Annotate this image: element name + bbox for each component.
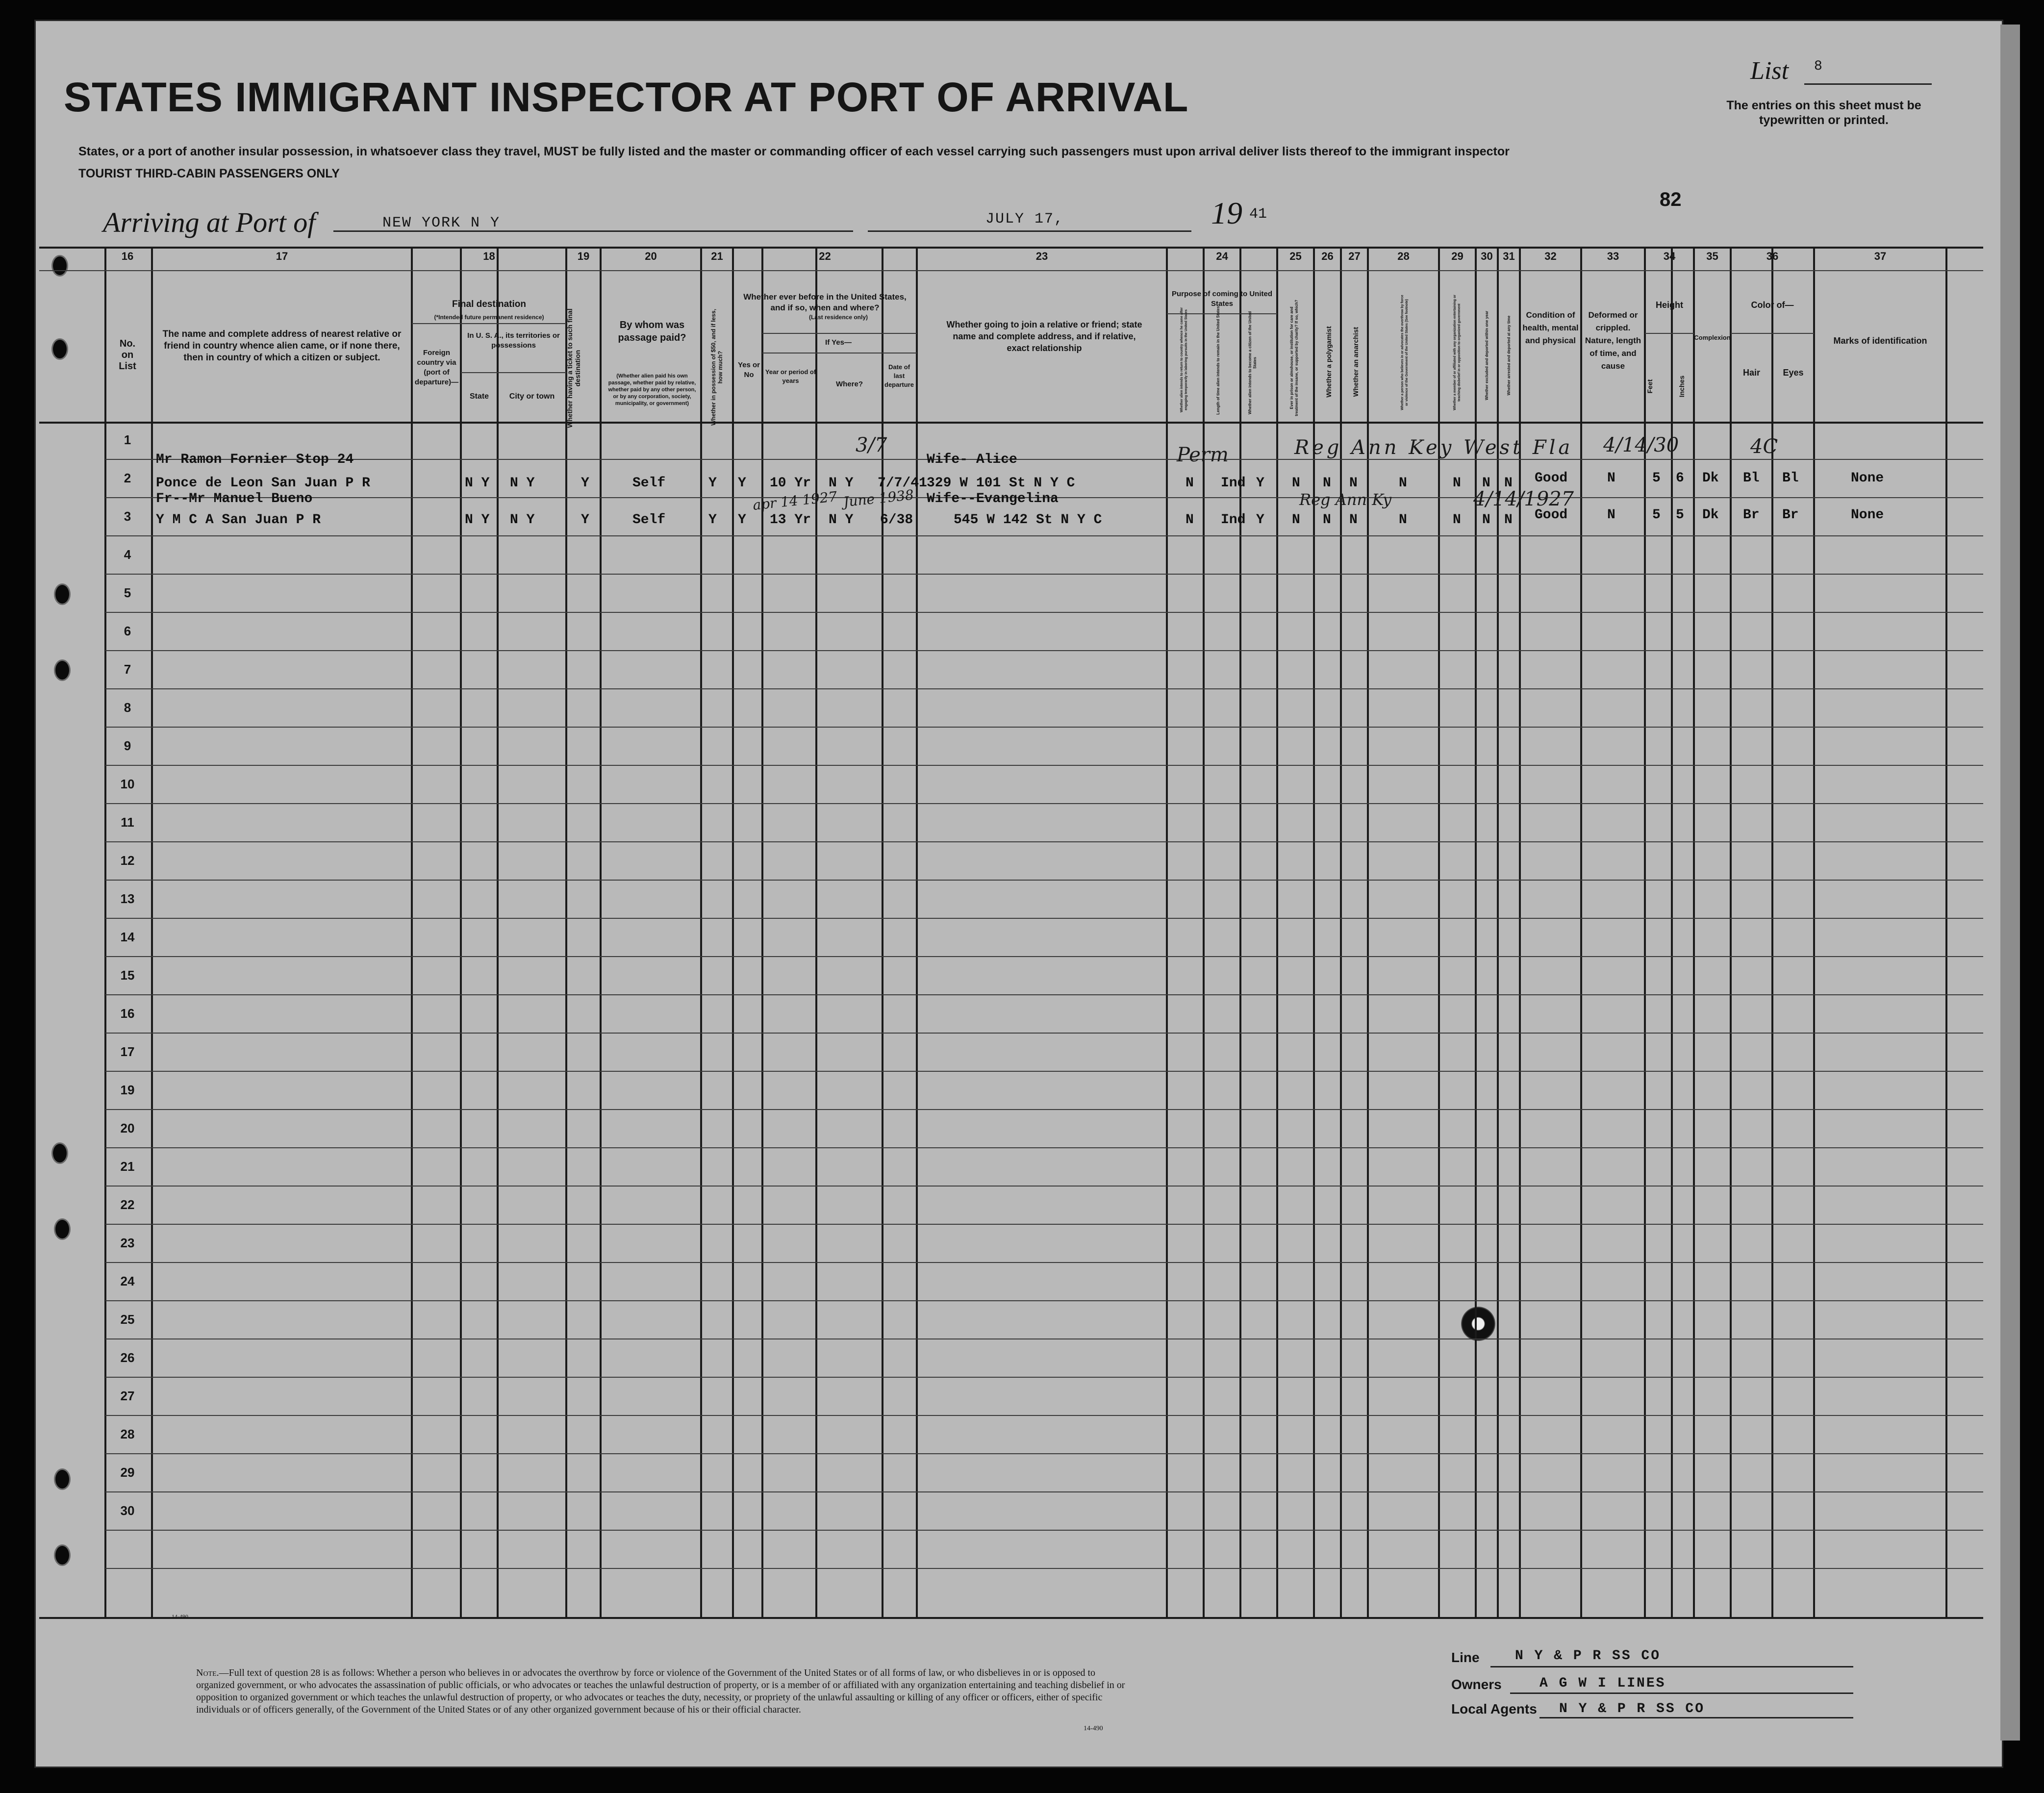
row-number: 14 (120, 930, 135, 944)
row2-departure: 6/38 (880, 512, 913, 528)
row1-q30: N (1482, 476, 1490, 491)
header-foreign-country: Foreign country via (port of departure)— (414, 349, 459, 386)
handwritten-note: 3/7 (856, 434, 887, 456)
typewrite-note: The entries on this sheet must be typewritten or printed. (1726, 99, 1921, 127)
row1-deformed: N (1607, 471, 1615, 486)
header-prison: Ever in prison or almshouse, or institution for care and treatment of the insane, or supported by charity? If so, which? (1289, 300, 1299, 416)
column-number: 25 (1289, 250, 1302, 262)
header-eyes: Eyes (1783, 368, 1804, 378)
row-number: 6 (124, 624, 131, 638)
agents-value: N Y & P R SS CO (1559, 1701, 1705, 1717)
row-number: 2 (124, 471, 131, 485)
handwritten-note: June 1938 (842, 486, 915, 510)
column-number: 20 (645, 250, 657, 262)
row-number: 19 (120, 1083, 135, 1097)
header-final-destination-note: (*Intended future permanent residence) (434, 314, 544, 321)
row-number: 17 (120, 1044, 135, 1059)
header-year-period: Year or period of years (765, 368, 816, 384)
form-code-top: 14-490 (172, 1613, 188, 1620)
header-yes-no: Yes or No (737, 361, 760, 379)
row2-q30: N (1482, 512, 1490, 528)
row-number: 16 (120, 1006, 135, 1021)
header-feet: Feet (1646, 379, 1654, 394)
agents-underline (1539, 1717, 1853, 1718)
row2-join-line2: 545 W 142 St N Y C (954, 512, 1102, 528)
row1-eyes: Bl (1782, 471, 1799, 486)
column-number: 16 (121, 250, 134, 262)
row-number: 25 (120, 1312, 135, 1327)
header-color-of: Color of— (1751, 300, 1794, 310)
row1-where: N Y (829, 476, 854, 491)
row-number: 13 (120, 891, 135, 906)
row2-anarchist: N (1349, 512, 1358, 528)
header-state: State (469, 392, 489, 401)
row1-q31: N (1504, 476, 1513, 491)
row-number: 28 (120, 1427, 135, 1441)
row2-period: 13 Yr (770, 512, 811, 528)
row1-money: Y (708, 476, 717, 491)
passenger-class: TOURIST THIRD-CABIN PASSENGERS ONLY (78, 167, 340, 180)
line-label: Line (1451, 1650, 1480, 1665)
column-number: 19 (577, 250, 590, 262)
handwritten-note: Reg Ann Ky (1299, 490, 1392, 509)
row1-health: Good (1535, 471, 1568, 486)
column-number: 33 (1607, 250, 1619, 262)
handwritten-note: apr 14 1927 (752, 488, 838, 513)
column-number: 21 (711, 250, 723, 262)
header-purpose-c: Whether alien intends to become a citizen of the United States (1248, 311, 1257, 415)
row-number: 15 (120, 968, 135, 983)
header-joining: Whether going to join a relative or friend; state name and complete address, and if relative, exact relationship (946, 320, 1142, 353)
header-purpose-b: Length of time alien intends to remain in the United States (1216, 306, 1220, 415)
row2-prison: N (1292, 512, 1300, 528)
row2-paid-by: Self (632, 512, 666, 528)
row-number: 12 (120, 853, 135, 868)
column-number: 32 (1544, 250, 1557, 262)
header-city: City or town (509, 392, 555, 401)
owners-label: Owners (1451, 1677, 1502, 1692)
header-q28: Whether a person who believes in or advocates the overthrow by force or violence of the Government of the United States (See footnote) (1401, 295, 1409, 410)
row1-join-line1: Wife- Alice (927, 452, 1017, 467)
line-value: N Y & P R SS CO (1515, 1648, 1661, 1664)
column-number: 27 (1348, 250, 1361, 262)
footer-note-text: —Full text of question 28 is as follows: Whether a person who believes in or advocates the overthrow by force or violence of the Government of the United States or of all forms of law, or who disbelieves in or is opposed to organized government, or who advocates the assassination of public officials, or who advocates or teaches the unlawful destruction of property, or is a member of or affiliated with any organization entertaining and teaching disbelief in or opposition to organized government or which teaches the unlawful destruction of property, or who advocates or teaches the duty, necessity, or propriety of the unlawful assaulting or killing of any officer or officers, either of specific individuals or of officers generally, of the Government of the United States or of any other organized government because of his or their official character. (196, 1667, 1125, 1715)
row1-relative-line2: Ponce de Leon San Juan P R (156, 476, 370, 491)
row-number: 7 (124, 662, 131, 677)
row-number: 8 (124, 700, 131, 715)
year-suffix: 41 (1249, 206, 1267, 223)
header-money: Whether in possession of $50, and if less, how much? (710, 308, 724, 426)
row1-state: N Y (465, 476, 490, 491)
footer-note (196, 1667, 1128, 1716)
row1-feet: 5 (1652, 471, 1661, 486)
row-number: 4 (124, 547, 131, 562)
footer-note-label: Note. (196, 1667, 219, 1678)
agents-label: Local Agents (1451, 1701, 1537, 1717)
row1-p-length: Ind (1221, 476, 1246, 491)
list-label: List (1750, 57, 1789, 85)
row2-feet: 5 (1652, 507, 1661, 523)
row-number: 20 (120, 1121, 135, 1136)
header-where: Where? (835, 380, 863, 388)
row-number: 29 (120, 1465, 135, 1480)
row-number: 23 (120, 1236, 135, 1250)
row2-marks: None (1851, 507, 1884, 523)
row2-q31: N (1504, 512, 1513, 528)
column-number: 22 (819, 250, 831, 262)
header-relative-home: The name and complete address of nearest relative or friend in country whence alien came, or if none there, then in country of which a citizen or subject. (162, 329, 402, 363)
sheet-number: 82 (1660, 189, 1682, 210)
row2-relative-line2: Y M C A San Juan P R (156, 512, 321, 528)
column-number: 34 (1663, 250, 1676, 262)
date-value: JULY 17, (985, 211, 1064, 227)
header-passage-paid: By whom was passage paid? (618, 320, 686, 343)
row1-q29: N (1453, 476, 1461, 491)
column-number: 35 (1706, 250, 1718, 262)
row-number: 5 (124, 585, 131, 600)
row2-eyes: Br (1782, 507, 1799, 523)
row2-relative-line1: Fr--Mr Manuel Bueno (156, 491, 313, 506)
row1-q28: N (1399, 476, 1407, 491)
row2-p-citizen: Y (1256, 512, 1264, 528)
header-height: Height (1656, 300, 1683, 310)
instruction-text: States, or a port of another insular possession, in whatsoever class they travel, MUST be fully listed and the master or commanding officer of each vessel carrying such passengers must upon arrival deliver lists thereof to the immigrant inspector (78, 145, 1510, 158)
row2-health: Good (1535, 507, 1568, 523)
handwritten-note: Perm (1177, 444, 1229, 466)
row2-before: Y (738, 512, 746, 528)
row2-join-line1: Wife--Evangelina (927, 491, 1059, 506)
row-number: 27 (120, 1389, 135, 1403)
header-last-departure: Date of last departure (884, 363, 914, 388)
header-ticket: Whether having a ticket to such final destination (566, 308, 581, 428)
row2-p-return: N (1186, 512, 1194, 528)
handwritten-note: Reg Ann Key West Fla (1294, 436, 1573, 459)
row2-inches: 5 (1676, 507, 1684, 523)
header-q29: Whether a member of or affiliated with any organization entertaining or teaching disbelief in or opposition to organized government (1453, 295, 1461, 410)
column-number: 24 (1216, 250, 1228, 262)
owners-underline (1510, 1692, 1853, 1694)
row2-p-length: Ind (1221, 512, 1246, 528)
list-number: 8 (1814, 59, 1822, 74)
column-number: 30 (1481, 250, 1493, 262)
header-purpose: Purpose of coming to United States (1172, 290, 1272, 308)
row-number: 10 (120, 777, 135, 791)
row1-period: 10 Yr (770, 476, 811, 491)
row2-city: N Y (510, 512, 535, 528)
row2-state: N Y (465, 512, 490, 528)
header-purpose-a: Whether alien intends to return to country whence he came after engaging temporarily in laboring pursuits in the United States (1180, 307, 1188, 413)
row1-marks: None (1851, 471, 1884, 486)
line-underline (1490, 1666, 1853, 1667)
row-number: 30 (120, 1503, 135, 1518)
header-condition: Condition of health, mental and physical (1522, 310, 1579, 345)
header-no-on-list: No. on List (119, 338, 136, 372)
row-number: 11 (121, 815, 134, 830)
header-deformed: Deformed or crippled. Nature, length of time, and cause (1585, 310, 1641, 371)
row2-ticket: Y (581, 512, 589, 528)
header-before-us: Whether ever before in the United States, and if so, when and where? (743, 292, 907, 312)
header-final-destination: Final destination (452, 299, 526, 309)
row-number: 22 (120, 1197, 135, 1212)
row1-city: N Y (510, 476, 535, 491)
row-number: 24 (120, 1274, 135, 1288)
column-number: 37 (1874, 250, 1887, 262)
row2-hair: Br (1743, 507, 1760, 523)
row1-p-return: N (1186, 476, 1194, 491)
column-number: 26 (1321, 250, 1334, 262)
header-passage-paid-note: (Whether alien paid his own passage, whether paid by relative, whether paid by any other person, or by any corporation, society, municipality, or government) (608, 373, 696, 406)
header-marks: Marks of identification (1833, 336, 1927, 346)
row2-money: Y (708, 512, 717, 528)
column-number: 29 (1451, 250, 1464, 262)
row1-complexion: Dk (1702, 471, 1719, 486)
row1-inches: 6 (1676, 471, 1684, 486)
row1-anarchist: N (1349, 476, 1358, 491)
page-title: STATES IMMIGRANT INSPECTOR AT PORT OF ARRIVAL (64, 74, 1189, 120)
year-prefix: 19 (1211, 196, 1242, 230)
form-code: 14-490 (1084, 1725, 1103, 1732)
header-q30: Whether excluded and deported within one year (1485, 310, 1489, 401)
row2-q28: N (1399, 512, 1407, 528)
column-number: 23 (1035, 250, 1048, 262)
row1-paid-by: Self (632, 476, 666, 491)
row-number: 26 (120, 1350, 135, 1365)
handwritten-note: 4/14/30 (1603, 434, 1679, 456)
row2-deformed: N (1607, 507, 1615, 523)
row1-polygamist: N (1323, 476, 1331, 491)
column-number: 28 (1397, 250, 1410, 262)
column-number: 36 (1766, 250, 1779, 262)
row1-departure: 7/7/41 (878, 476, 927, 491)
row1-hair: Bl (1743, 471, 1760, 486)
column-number: 17 (276, 250, 288, 262)
header-polygamist: Whether a polygamist (1325, 326, 1333, 398)
header-inches: Inches (1678, 375, 1686, 398)
row1-join-line2: 329 W 101 St N Y C (927, 476, 1075, 491)
arriving-label: Arriving at Port of (103, 206, 316, 238)
row1-prison: N (1292, 476, 1300, 491)
header-anarchist: Whether an anarchist (1352, 327, 1360, 397)
row1-p-citizen: Y (1256, 476, 1264, 491)
owners-value: A G W I LINES (1539, 1676, 1666, 1691)
row2-complexion: Dk (1702, 507, 1719, 523)
row2-polygamist: N (1323, 512, 1331, 528)
row2-where: N Y (829, 512, 854, 528)
row-number: 3 (124, 509, 131, 524)
column-number: 31 (1503, 250, 1515, 262)
row2-q29: N (1453, 512, 1461, 528)
header-if-yes: If Yes— (825, 338, 852, 347)
handwritten-note: 4C (1750, 435, 1778, 458)
header-before-us-note: (Last residence only) (808, 314, 868, 321)
row1-before: Y (738, 476, 746, 491)
row1-relative-line1: Mr Ramon Fornier Stop 24 (156, 452, 354, 467)
header-q31: Whether arrested and deported at any time (1507, 315, 1511, 396)
row1-ticket: Y (581, 476, 589, 491)
header-in-usa: In U. S. A., its territories or possessions (467, 331, 560, 350)
header-complexion: Complexion (1694, 334, 1731, 341)
row-number: 1 (124, 432, 131, 447)
port-value: NEW YORK N Y (382, 215, 501, 231)
handwritten-note: 4/14/1927 (1473, 488, 1574, 510)
column-number: 18 (483, 250, 495, 262)
header-hair: Hair (1742, 368, 1760, 378)
row-number: 21 (120, 1159, 135, 1174)
row-number: 9 (124, 738, 131, 753)
